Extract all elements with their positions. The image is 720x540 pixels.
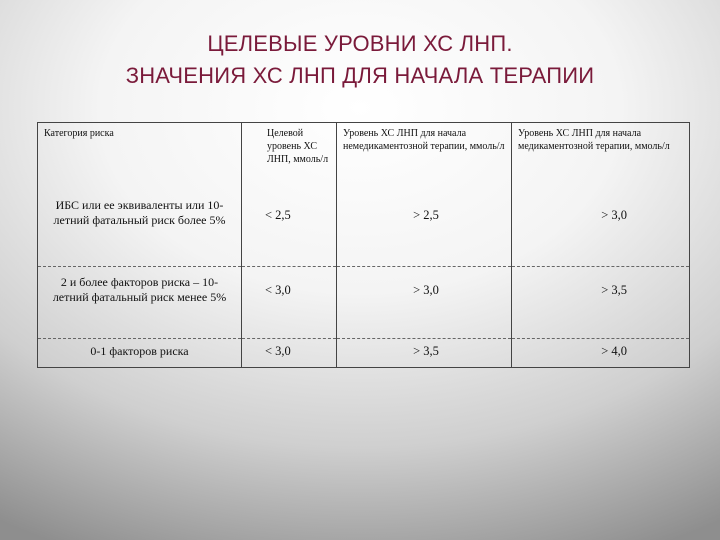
slide-title-line-1: ЦЕЛЕВЫЕ УРОВНИ ХС ЛНП. (207, 31, 513, 56)
ldl-target-table (37, 122, 690, 368)
risk-category-cell: 0-1 факторов риска (38, 339, 242, 368)
table-row (38, 190, 690, 267)
drug-threshold-cell: > 4,0 (512, 339, 690, 368)
target-level-cell: < 3,0 (242, 339, 337, 368)
non-drug-threshold-cell: > 3,0 (337, 267, 512, 339)
header-drug-threshold: Уровень ХС ЛНП для начала медикаментозной терапии, ммоль/л (512, 123, 690, 191)
header-risk-category: Категория риска (38, 123, 242, 191)
risk-category-cell: ИБС или ее эквиваленты или 10-летний фатальный риск более 5% (38, 190, 242, 267)
header-non-drug-threshold: Уровень ХС ЛНП для начала немедикаментозной терапии, ммоль/л (337, 123, 512, 191)
drug-threshold-cell: > 3,0 (512, 190, 690, 267)
slide-title (0, 28, 720, 92)
table-row (38, 267, 690, 339)
non-drug-threshold-cell: > 3,5 (337, 339, 512, 368)
risk-category-cell: 2 и более факторов риска – 10-летний фатальный риск менее 5% (38, 267, 242, 339)
table-row (38, 339, 690, 368)
header-target-level: Целевой уровень ХС ЛНП, ммоль/л (242, 123, 337, 191)
non-drug-threshold-cell: > 2,5 (337, 190, 512, 267)
slide-title-line-2: ЗНАЧЕНИЯ ХС ЛНП ДЛЯ НАЧАЛА ТЕРАПИИ (125, 63, 595, 88)
target-level-cell: < 2,5 (242, 190, 337, 267)
target-level-cell: < 3,0 (242, 267, 337, 339)
drug-threshold-cell: > 3,5 (512, 267, 690, 339)
table-header-row (38, 123, 690, 191)
